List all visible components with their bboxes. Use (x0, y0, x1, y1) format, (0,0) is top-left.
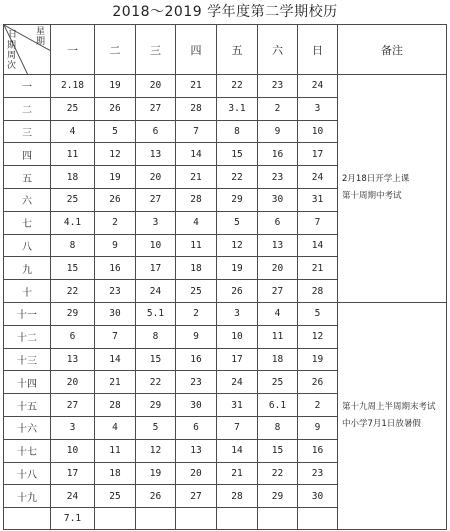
date-cell: 27 (258, 280, 298, 303)
date-cell: 7 (176, 120, 217, 143)
date-cell: 25 (95, 485, 136, 508)
date-cell: 21 (95, 371, 136, 394)
date-cell: 23 (258, 166, 298, 189)
week-number: 十七 (4, 439, 51, 462)
calendar-table (3, 24, 447, 530)
date-cell: 11 (258, 325, 298, 348)
date-cell: 20 (176, 462, 217, 485)
date-cell: 30 (298, 485, 338, 508)
date-cell: 13 (258, 234, 298, 257)
table-row (4, 75, 447, 98)
week-number: 六 (4, 188, 51, 211)
calendar-body (4, 75, 447, 530)
date-cell: 10 (298, 120, 338, 143)
date-cell: 3 (217, 302, 258, 325)
page-title: 2018～2019 学年度第二学期校历 (112, 4, 338, 20)
week-number: 十四 (4, 371, 51, 394)
date-cell: 5 (217, 211, 258, 234)
date-cell: 18 (95, 462, 136, 485)
date-cell: 9 (258, 120, 298, 143)
date-cell (298, 508, 338, 530)
date-cell (176, 508, 217, 530)
corner-label-ci: 次 (7, 61, 17, 71)
notes-cell (338, 75, 447, 303)
date-cell: 30 (258, 188, 298, 211)
date-cell: 11 (176, 234, 217, 257)
week-number: 一 (4, 75, 51, 98)
date-cell: 6 (51, 325, 95, 348)
date-cell: 29 (217, 188, 258, 211)
date-cell (217, 508, 258, 530)
note-text: 中小学7月1日放暑假 (342, 419, 421, 430)
date-cell: 21 (176, 75, 217, 98)
date-cell: 3.1 (217, 97, 258, 120)
date-cell: 26 (95, 188, 136, 211)
day-header-mon: 一 (51, 25, 95, 75)
date-cell: 20 (51, 371, 95, 394)
date-cell: 19 (95, 166, 136, 189)
date-cell: 26 (95, 97, 136, 120)
date-cell: 16 (95, 257, 136, 280)
date-cell: 10 (136, 234, 176, 257)
week-number (4, 508, 51, 530)
header-row (4, 25, 447, 75)
week-number: 十五 (4, 394, 51, 417)
date-cell: 22 (217, 75, 258, 98)
date-cell: 4 (51, 120, 95, 143)
date-cell: 24 (51, 485, 95, 508)
header-corner-cell (4, 25, 51, 75)
date-cell: 12 (298, 325, 338, 348)
date-cell: 22 (136, 371, 176, 394)
day-header-fri: 五 (217, 25, 258, 75)
date-cell: 16 (258, 143, 298, 166)
week-number: 十六 (4, 416, 51, 439)
date-cell: 14 (298, 234, 338, 257)
date-cell (95, 508, 136, 530)
date-cell: 22 (217, 166, 258, 189)
week-number: 十八 (4, 462, 51, 485)
date-cell: 13 (136, 143, 176, 166)
week-number: 二 (4, 97, 51, 120)
date-cell: 8 (136, 325, 176, 348)
date-cell: 20 (258, 257, 298, 280)
date-cell: 31 (217, 394, 258, 417)
date-cell: 23 (298, 462, 338, 485)
date-cell: 24 (136, 280, 176, 303)
date-cell: 2 (95, 211, 136, 234)
date-cell: 19 (298, 348, 338, 371)
date-cell: 2 (298, 394, 338, 417)
date-cell: 7 (298, 211, 338, 234)
date-cell: 15 (51, 257, 95, 280)
date-cell: 29 (136, 394, 176, 417)
day-header-sun: 日 (298, 25, 338, 75)
date-cell: 5 (95, 120, 136, 143)
date-cell: 12 (95, 143, 136, 166)
date-cell: 11 (95, 439, 136, 462)
corner-label-qi: 期 (35, 37, 45, 47)
corner-label-xing: 星 (35, 27, 45, 37)
date-cell: 5.1 (136, 302, 176, 325)
date-cell: 8 (217, 120, 258, 143)
date-cell: 29 (258, 485, 298, 508)
date-cell: 19 (217, 257, 258, 280)
date-cell: 20 (136, 166, 176, 189)
date-cell: 29 (51, 302, 95, 325)
date-cell: 9 (95, 234, 136, 257)
date-cell: 6.1 (258, 394, 298, 417)
day-header-tue: 二 (95, 25, 136, 75)
date-cell: 4.1 (51, 211, 95, 234)
date-cell: 7 (95, 325, 136, 348)
date-cell: 15 (217, 143, 258, 166)
corner-label-qi2: 期 (7, 41, 17, 51)
date-cell: 20 (136, 75, 176, 98)
date-cell: 25 (51, 97, 95, 120)
date-cell: 22 (51, 280, 95, 303)
date-cell: 2.18 (51, 75, 95, 98)
date-cell: 28 (217, 485, 258, 508)
date-cell: 27 (136, 97, 176, 120)
date-cell: 3 (136, 211, 176, 234)
week-number: 十三 (4, 348, 51, 371)
date-cell: 7 (217, 416, 258, 439)
date-cell: 21 (298, 257, 338, 280)
date-cell: 26 (298, 371, 338, 394)
date-cell: 10 (51, 439, 95, 462)
date-cell: 18 (51, 166, 95, 189)
week-number: 九 (4, 257, 51, 280)
date-cell: 19 (95, 75, 136, 98)
date-cell: 19 (136, 462, 176, 485)
corner-label-zhou: 周 (7, 51, 17, 61)
date-cell: 26 (217, 280, 258, 303)
date-cell: 16 (298, 439, 338, 462)
date-cell: 25 (258, 371, 298, 394)
date-cell: 15 (258, 439, 298, 462)
date-cell: 18 (176, 257, 217, 280)
note-text: 第十周期中考试 (342, 191, 402, 202)
date-cell: 9 (176, 325, 217, 348)
date-cell: 8 (258, 416, 298, 439)
date-cell: 2 (176, 302, 217, 325)
date-cell: 3 (51, 416, 95, 439)
date-cell: 17 (298, 143, 338, 166)
week-number: 十 (4, 280, 51, 303)
week-number: 四 (4, 143, 51, 166)
date-cell: 25 (51, 188, 95, 211)
date-cell: 6 (258, 211, 298, 234)
week-number: 七 (4, 211, 51, 234)
date-cell: 22 (258, 462, 298, 485)
date-cell: 31 (298, 188, 338, 211)
date-cell: 7.1 (51, 508, 95, 530)
date-cell: 23 (258, 75, 298, 98)
date-cell (258, 508, 298, 530)
date-cell: 14 (95, 348, 136, 371)
date-cell: 6 (176, 416, 217, 439)
table-row (4, 302, 447, 325)
date-cell: 26 (136, 485, 176, 508)
date-cell: 3 (298, 97, 338, 120)
date-cell: 24 (298, 166, 338, 189)
date-cell: 23 (176, 371, 217, 394)
date-cell: 16 (176, 348, 217, 371)
date-cell: 8 (51, 234, 95, 257)
date-cell: 4 (258, 302, 298, 325)
week-number: 十九 (4, 485, 51, 508)
date-cell: 13 (51, 348, 95, 371)
week-number: 八 (4, 234, 51, 257)
date-cell: 24 (298, 75, 338, 98)
date-cell: 14 (176, 143, 217, 166)
date-cell: 14 (217, 439, 258, 462)
date-cell (136, 508, 176, 530)
date-cell: 4 (95, 416, 136, 439)
date-cell: 28 (176, 188, 217, 211)
day-header-sat: 六 (258, 25, 298, 75)
date-cell: 11 (51, 143, 95, 166)
week-number: 五 (4, 166, 51, 189)
date-cell: 21 (217, 462, 258, 485)
date-cell: 21 (176, 166, 217, 189)
date-cell: 27 (51, 394, 95, 417)
day-header-thu: 四 (176, 25, 217, 75)
corner-label-ri: 日 (8, 30, 18, 40)
date-cell: 28 (298, 280, 338, 303)
date-cell: 2 (258, 97, 298, 120)
date-cell: 12 (136, 439, 176, 462)
date-cell: 25 (176, 280, 217, 303)
note-text: 2月18日开学上课 (342, 174, 410, 185)
date-cell: 17 (217, 348, 258, 371)
week-number: 三 (4, 120, 51, 143)
date-cell: 13 (176, 439, 217, 462)
date-cell: 4 (176, 211, 217, 234)
date-cell: 27 (136, 188, 176, 211)
date-cell: 24 (217, 371, 258, 394)
date-cell: 10 (217, 325, 258, 348)
date-cell: 28 (176, 97, 217, 120)
date-cell: 28 (95, 394, 136, 417)
notes-cell (338, 302, 447, 529)
week-number: 十二 (4, 325, 51, 348)
date-cell: 15 (136, 348, 176, 371)
date-cell: 18 (258, 348, 298, 371)
date-cell: 12 (217, 234, 258, 257)
date-cell: 30 (95, 302, 136, 325)
date-cell: 5 (136, 416, 176, 439)
date-cell: 17 (136, 257, 176, 280)
date-cell: 27 (176, 485, 217, 508)
date-cell: 9 (298, 416, 338, 439)
date-cell: 17 (51, 462, 95, 485)
date-cell: 5 (298, 302, 338, 325)
date-cell: 30 (176, 394, 217, 417)
note-text: 第十九周上半周期末考试 (342, 402, 436, 413)
date-cell: 23 (95, 280, 136, 303)
notes-header: 备注 (338, 25, 447, 75)
date-cell: 6 (136, 120, 176, 143)
day-header-wed: 三 (136, 25, 176, 75)
week-number: 十一 (4, 302, 51, 325)
